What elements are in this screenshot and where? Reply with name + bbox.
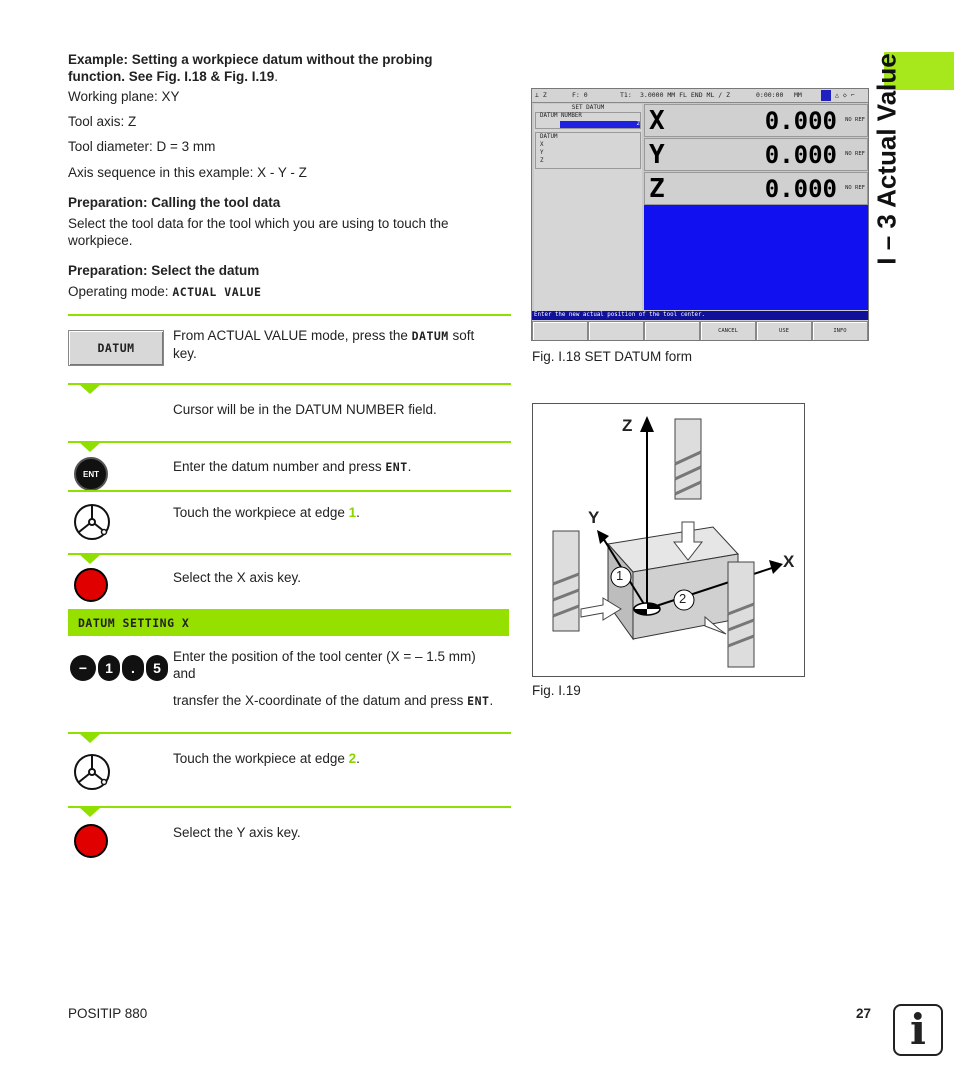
step-arrow: [80, 734, 100, 743]
datum-form-panel: SET DATUM DATUM NUMBER 2 DATUM X Y Z: [534, 104, 642, 320]
tool-right: [728, 562, 754, 667]
z-arrowhead: [640, 416, 654, 432]
z-axis-label: Z: [622, 416, 633, 435]
step-arrow: [80, 385, 100, 394]
axis-sequence: Axis sequence in this example: X - Y - Z: [68, 165, 307, 180]
fig19-caption: Fig. I.19: [532, 683, 581, 698]
datum-number-field[interactable]: 2: [560, 121, 640, 128]
numeric-keys: [70, 655, 168, 681]
decimal-key[interactable]: .: [122, 655, 144, 681]
datum-softkey[interactable]: DATUM: [68, 330, 164, 366]
page-number: 27: [856, 1006, 872, 1021]
tool-axis: Tool axis: Z: [68, 114, 137, 129]
touch-probe-icon: [72, 502, 112, 542]
step7-text: Touch the workpiece at edge 2.: [173, 751, 360, 766]
step-rule: [68, 553, 511, 555]
step3-text: Enter the datum number and press ENT.: [173, 459, 412, 474]
step-arrow: [80, 808, 100, 817]
prep-datum-heading: Preparation: Select the datum: [68, 263, 260, 278]
graphic-area: [644, 205, 868, 310]
x-arrowhead: [769, 560, 783, 574]
edge1-label: 1: [616, 568, 624, 583]
digit-1-key[interactable]: 1: [98, 655, 120, 681]
edge2-label: 2: [679, 591, 687, 606]
step-arrow: [80, 443, 100, 452]
softkey-blank-2[interactable]: [588, 321, 644, 341]
x-axis-display: X 0.000 NO REF: [644, 104, 868, 137]
set-datum-screen: [531, 88, 869, 341]
y-axis-display: Y 0.000 NO REF: [644, 138, 868, 171]
step-rule: [68, 732, 511, 734]
step-rule: [68, 441, 511, 443]
step-rule: [68, 806, 511, 808]
minus-key[interactable]: −: [70, 655, 96, 681]
prep-tool-text: Select the tool data for the tool which you are using to touch the workpiece.: [68, 216, 449, 248]
info-icon: i: [893, 1004, 943, 1056]
fig18-caption: Fig. I.18 SET DATUM form: [532, 349, 693, 364]
example-heading: Example: Setting a workpiece datum without the probing function. See Fig. I.18 & Fig. I.19.: [68, 52, 433, 84]
softkey-blank-3[interactable]: [644, 321, 700, 341]
step-rule: [68, 383, 511, 385]
step-rule: [68, 490, 511, 492]
y-arrowhead: [597, 530, 609, 544]
x-axis-key[interactable]: [74, 568, 108, 602]
step8-text: Select the Y axis key.: [173, 825, 301, 840]
status-indicator: [821, 90, 831, 101]
step6-text: Enter the position of the tool center (X = – 1.5 mm) and transfer the X-coordinate of the datum and press ENT.: [173, 649, 494, 708]
status-icons: △ ◇ ⌐: [835, 91, 855, 99]
y-axis-label: Y: [588, 508, 600, 527]
operating-mode: Operating mode: ACTUAL VALUE: [68, 284, 262, 299]
status-bar: ⊥ Z F: 0 T1: 3.0000 MM FL END ML / Z 0:00:00 MM △ ◇ ⌐: [532, 89, 868, 103]
prep-tool-heading: Preparation: Calling the tool data: [68, 195, 281, 210]
message-bar: Enter the new actual position of the tool center.: [532, 311, 869, 320]
step5-text: Select the X axis key.: [173, 570, 302, 585]
fig19-illustration: [532, 403, 805, 677]
cancel-softkey[interactable]: CANCEL: [700, 321, 756, 341]
ent-key[interactable]: ENT: [74, 457, 108, 491]
screen-softkeys: [532, 321, 868, 341]
x-axis-label: X: [783, 552, 795, 571]
step2-text: Cursor will be in the DATUM NUMBER field.: [173, 402, 437, 417]
info-softkey[interactable]: INFO: [812, 321, 868, 341]
digit-5-key[interactable]: 5: [146, 655, 168, 681]
working-plane: Working plane: XY: [68, 89, 180, 104]
y-axis-key[interactable]: [74, 824, 108, 858]
softkey-blank-1[interactable]: [532, 321, 588, 341]
touch-probe-icon: [72, 752, 112, 792]
product-name: POSITIP 880: [68, 1006, 148, 1021]
step1-text: From ACTUAL VALUE mode, press the DATUM soft key.: [173, 328, 475, 361]
datum-setting-banner: DATUM SETTING X: [68, 609, 509, 636]
z-axis-display: Z 0.000 NO REF: [644, 172, 868, 205]
step4-text: Touch the workpiece at edge 1.: [173, 505, 360, 520]
step-rule: [68, 314, 511, 316]
step-arrow: [80, 555, 100, 564]
tool-diameter: Tool diameter: D = 3 mm: [68, 139, 216, 154]
use-softkey[interactable]: USE: [756, 321, 812, 341]
chapter-title: I – 3 Actual Value: [871, 53, 902, 265]
